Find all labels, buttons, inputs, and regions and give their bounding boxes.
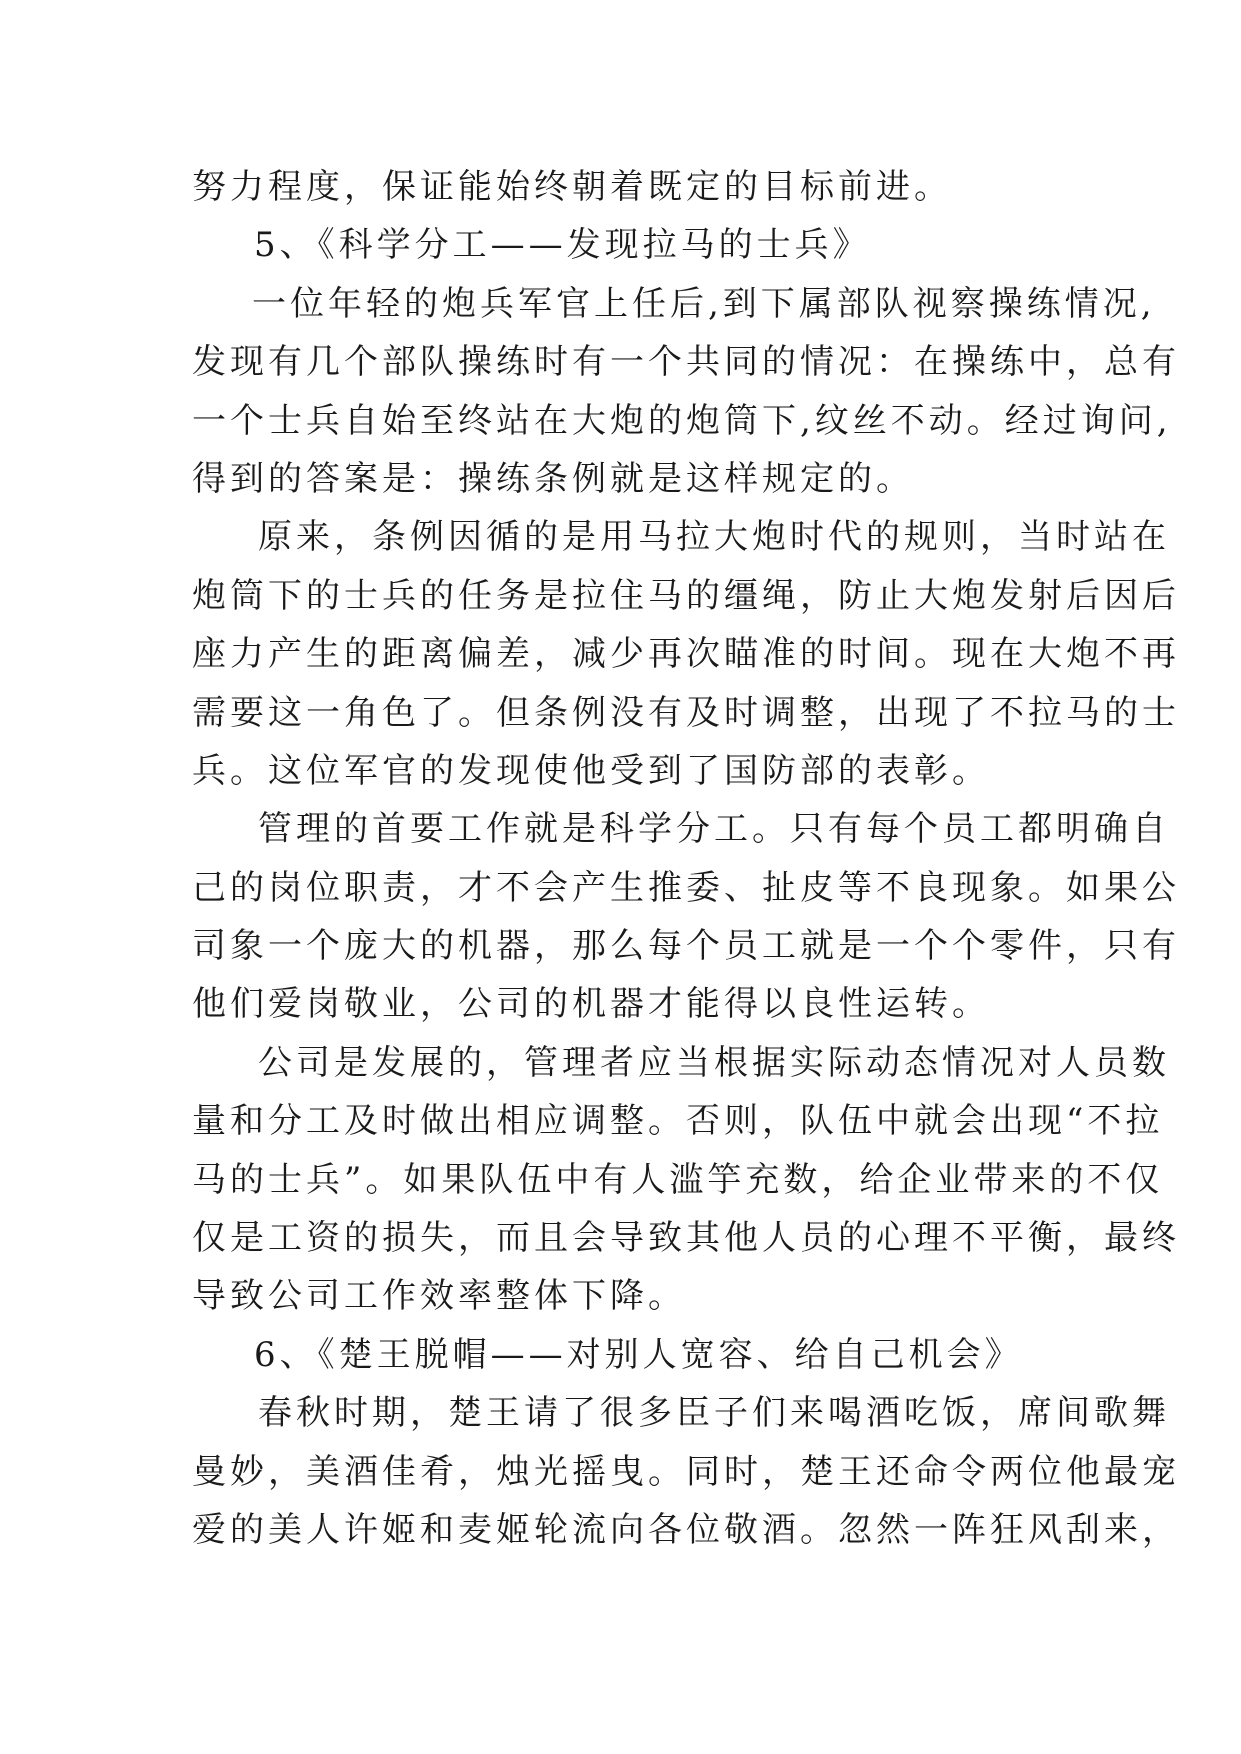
paragraph-line: 仅是工资的损失，而且会导致其他人员的心理不平衡，最终 [192,1218,1180,1259]
paragraph-line: 努力程度，保证能始终朝着既定的目标前进。 [192,167,952,207]
section-heading: 5、《科学分工——发现拉马的士兵》 [254,225,871,266]
paragraph-line: 发现有几个部队操练时有一个共同的情况：在操练中，总有 [192,342,1180,383]
paragraph-line: 需要这一角色了。但条例没有及时调整，出现了不拉马的士 [192,692,1180,733]
paragraph-line: 司象一个庞大的机器，那么每个员工就是一个个零件，只有 [192,926,1180,967]
paragraph-line: 原来，条例因循的是用马拉大炮时代的规则，当时站在 [258,517,1170,558]
paragraph-line: 兵。这位军官的发现使他受到了国防部的表彰。 [192,750,990,791]
paragraph-line: 得到的答案是：操练条例就是这样规定的。 [192,458,914,499]
paragraph-line: 炮筒下的士兵的任务是拉住马的缰绳，防止大炮发射后因后 [192,575,1180,616]
paragraph-line: 公司是发展的，管理者应当根据实际动态情况对人员数 [258,1042,1170,1083]
section-heading: 6、《楚王脱帽——对别人宽容、给自己机会》 [254,1334,1023,1375]
paragraph-line: 马的士兵”。如果队伍中有人滥竽充数，给企业带来的不仅 [192,1159,1164,1200]
paragraph-line: 曼妙，美酒佳肴，烛光摇曳。同时，楚王还命令两位他最宠 [192,1451,1180,1492]
paragraph-line: 他们爱岗敬业，公司的机器才能得以良性运转。 [192,984,990,1025]
paragraph-line: 管理的首要工作就是科学分工。只有每个员工都明确自 [258,809,1170,850]
paragraph-line: 座力产生的距离偏差，减少再次瞄准的时间。现在大炮不再 [192,634,1180,675]
paragraph-line: 导致公司工作效率整体下降。 [192,1276,686,1317]
paragraph-line: 爱的美人许姬和麦姬轮流向各位敬酒。忽然一阵狂风刮来， [192,1509,1180,1550]
paragraph-line: 一位年轻的炮兵军官上任后,到下属部队视察操练情况, [252,283,1156,324]
paragraph-line: 量和分工及时做出相应调整。否则，队伍中就会出现“不拉 [192,1101,1164,1142]
paragraph-line: 春秋时期，楚王请了很多臣子们来喝酒吃饭，席间歌舞 [258,1393,1170,1434]
paragraph-line: 一个士兵自始至终站在大炮的炮筒下,纹丝不动。经过询问, [192,400,1172,441]
document-body [192,158,1180,1559]
paragraph-line: 己的岗位职责，才不会产生推委、扯皮等不良现象。如果公 [192,867,1180,908]
